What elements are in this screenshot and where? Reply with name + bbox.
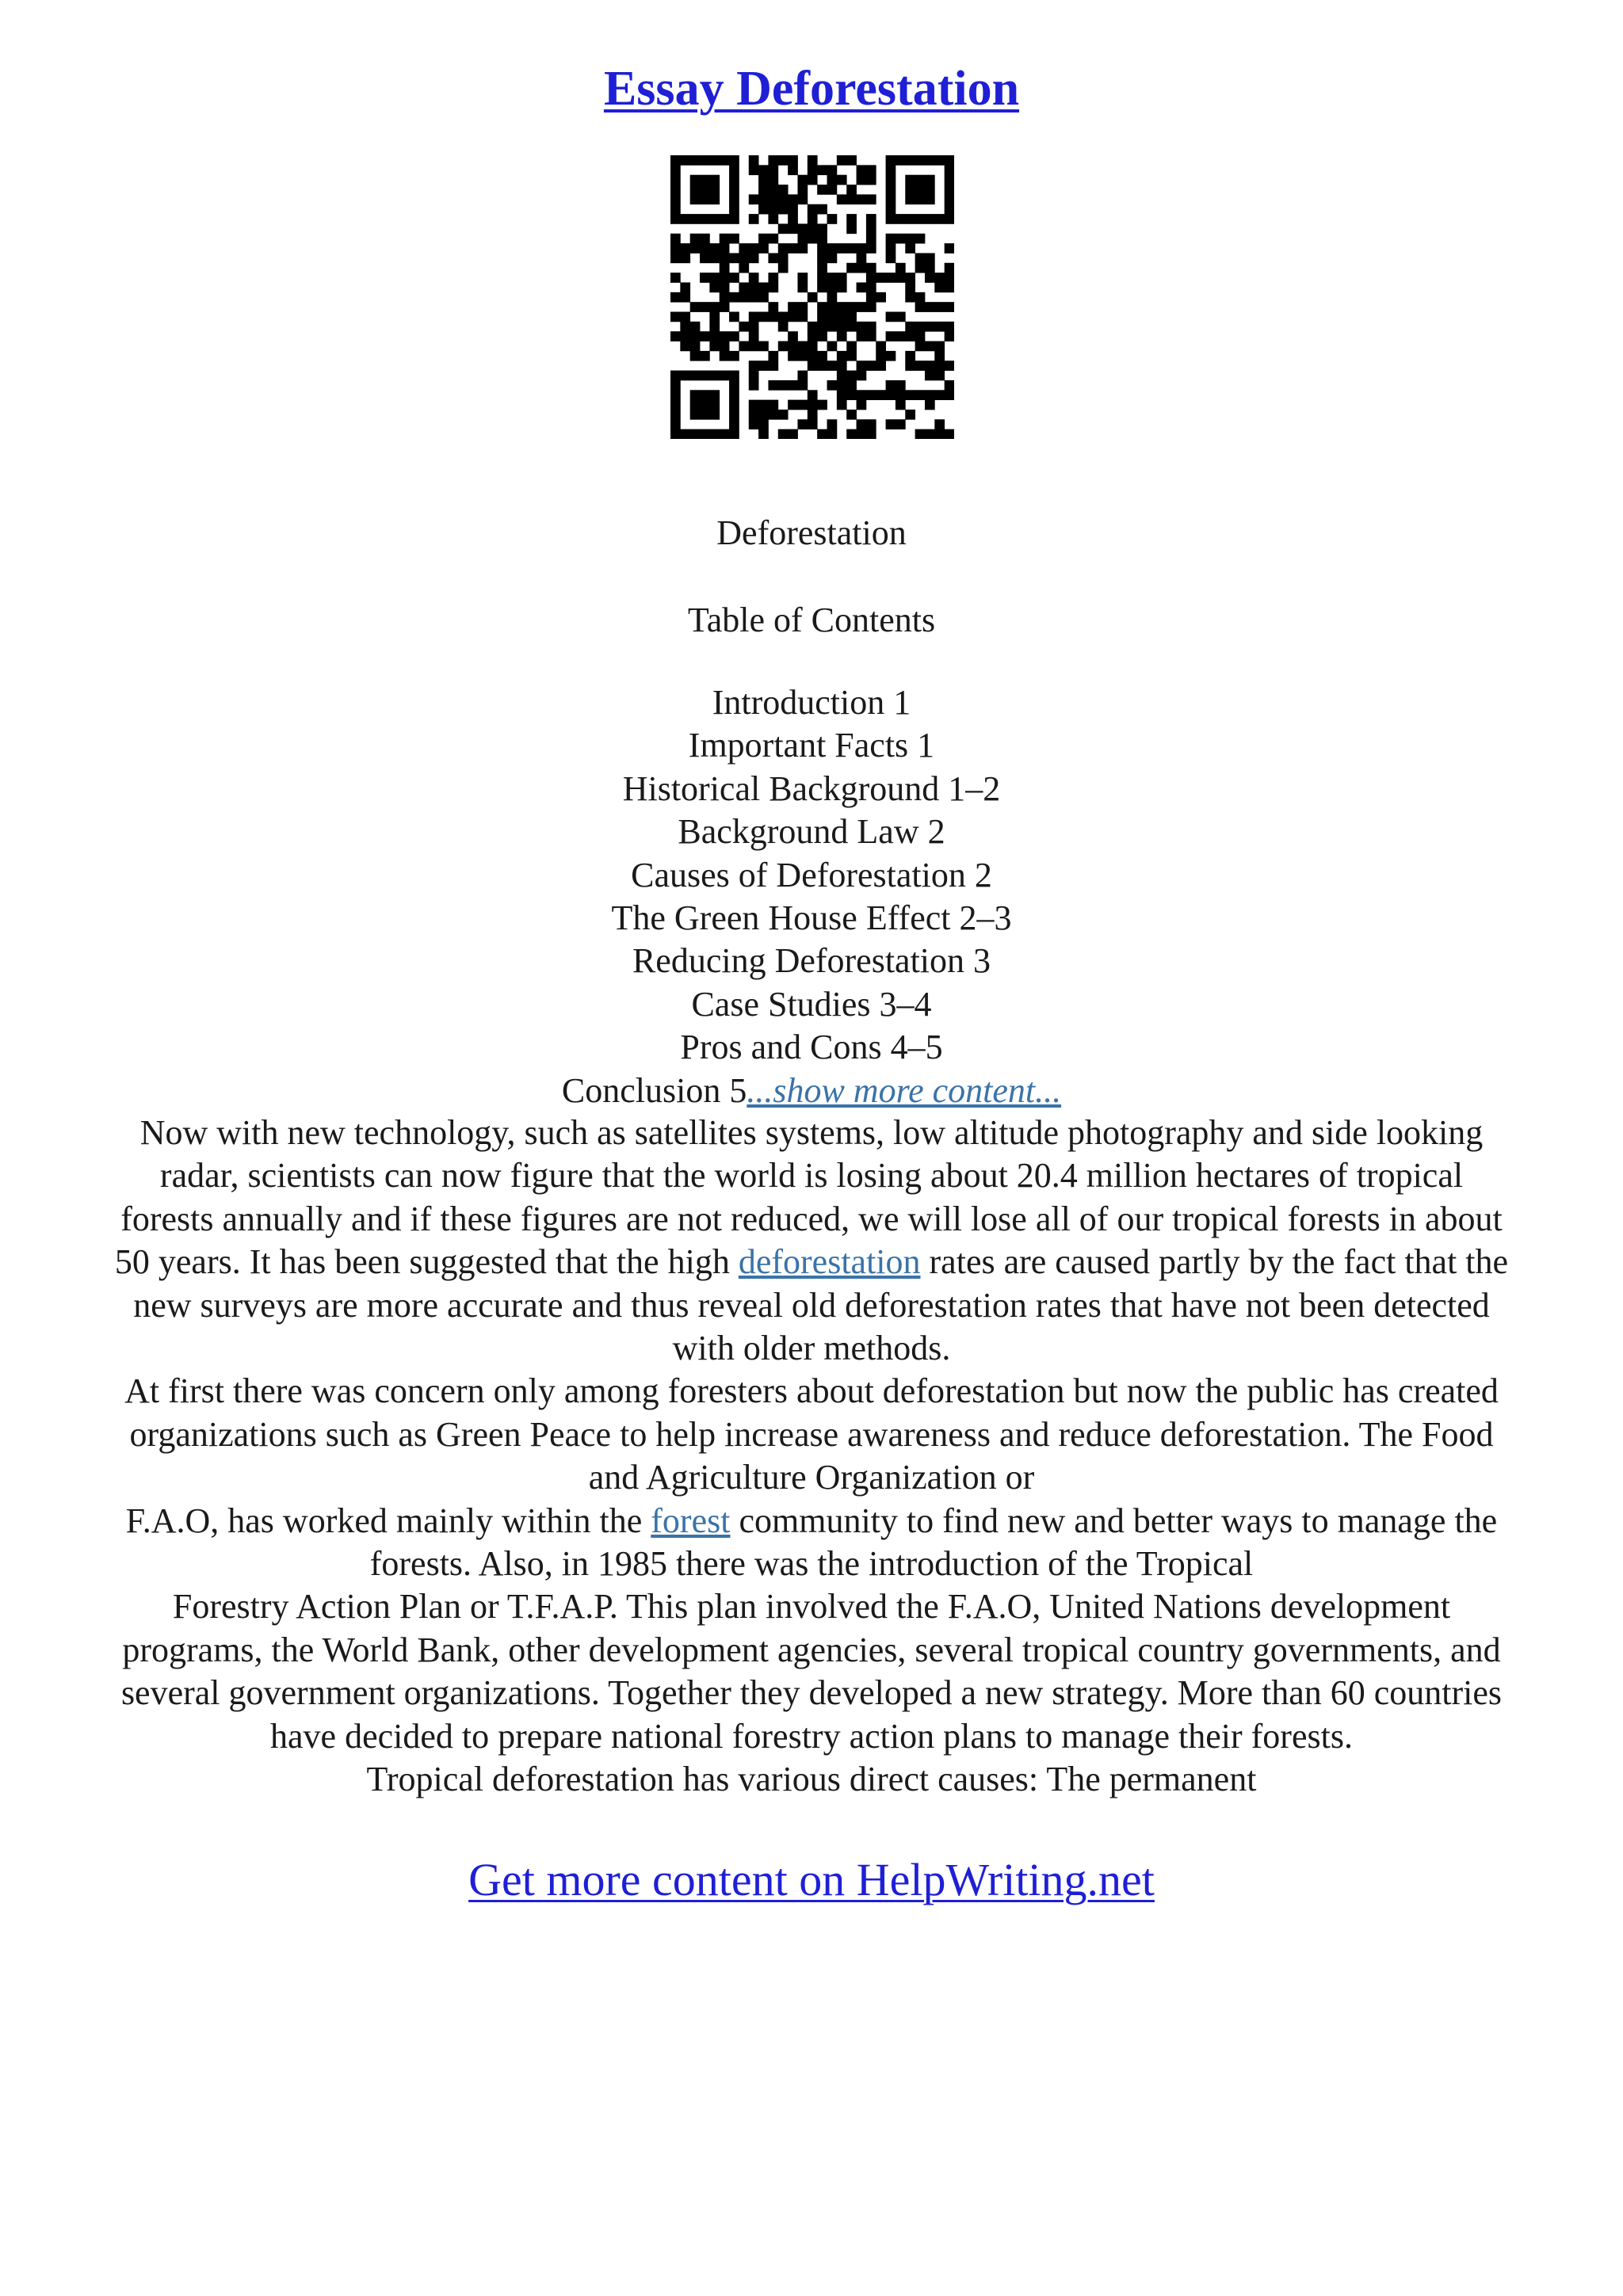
- qr-code-icon: [670, 155, 954, 439]
- paragraph-line: forests annually and if these figures are not reduced, we will lose all of our tropical forests in about: [120, 1199, 1503, 1238]
- show-more-link[interactable]: ...show more content...: [747, 1070, 1062, 1110]
- toc-item: Background Law 2: [678, 812, 945, 852]
- paragraph-line: Tropical deforestation has various direct causes: The permanent: [366, 1760, 1257, 1799]
- paragraph-line: programs, the World Bank, other development agencies, several tropical country governments, and: [122, 1630, 1501, 1669]
- paragraph-line: Now with new technology, such as satellites systems, low altitude photography and side looking: [139, 1113, 1484, 1152]
- paragraph-line: F.A.O, has worked mainly within the forest community to find new and better ways to manage the: [125, 1501, 1498, 1540]
- get-more-content-link[interactable]: Get more content on HelpWriting.net: [468, 1854, 1155, 1905]
- toc-item: Introduction 1: [712, 683, 911, 722]
- toc-item: Causes of Deforestation 2: [631, 855, 992, 894]
- paragraph-line: Forestry Action Plan or T.F.A.P. This plan involved the F.A.O, United Nations development: [172, 1587, 1451, 1627]
- paragraph-line: several government organizations. Together they developed a new strategy. More than 60 countries: [120, 1673, 1503, 1713]
- forest-link[interactable]: forest: [651, 1501, 731, 1540]
- page-title: [0, 57, 1623, 120]
- toc-item: Case Studies 3–4: [691, 984, 932, 1024]
- paragraph-line: At first there was concern only among foresters about deforestation but now the public has created: [124, 1371, 1499, 1411]
- title-link[interactable]: Essay Deforestation: [603, 62, 1020, 116]
- table-of-contents: [0, 681, 1623, 1112]
- footer: [0, 1852, 1623, 1908]
- toc-item: Historical Background 1–2: [622, 769, 1001, 808]
- paragraph-line: forests. Also, in 1985 there was the introduction of the Tropical: [369, 1544, 1254, 1584]
- toc-heading: Table of Contents: [687, 601, 936, 639]
- essay-body: [60, 1112, 1563, 1802]
- toc-item: Important Facts 1: [688, 726, 935, 765]
- paragraph-line: 50 years. It has been suggested that the high deforestation rates are caused partly by the fact that the: [114, 1242, 1509, 1282]
- paragraph-line: have decided to prepare national forestry action plans to manage their forests.: [270, 1716, 1353, 1756]
- toc-item: The Green House Effect 2–3: [611, 898, 1012, 938]
- paragraph-line: with older methods.: [672, 1329, 951, 1368]
- deforestation-link[interactable]: deforestation: [738, 1242, 921, 1282]
- paragraph-line: radar, scientists can now figure that the world is losing about 20.4 million hectares of tropical: [159, 1156, 1464, 1196]
- paragraph-line: and Agriculture Organization or: [588, 1458, 1035, 1497]
- toc-list: [0, 681, 1623, 1070]
- paragraph-line: organizations such as Green Peace to help increase awareness and reduce deforestation. The Food: [129, 1414, 1494, 1454]
- document-heading: Deforestation: [716, 513, 907, 552]
- toc-item: Reducing Deforestation 3: [632, 941, 991, 981]
- paragraph-line: new surveys are more accurate and thus reveal old deforestation rates that have not been detected: [133, 1285, 1490, 1325]
- toc-item-last: Conclusion 5...show more content...: [561, 1070, 1062, 1110]
- toc-item: Pros and Cons 4–5: [680, 1028, 943, 1067]
